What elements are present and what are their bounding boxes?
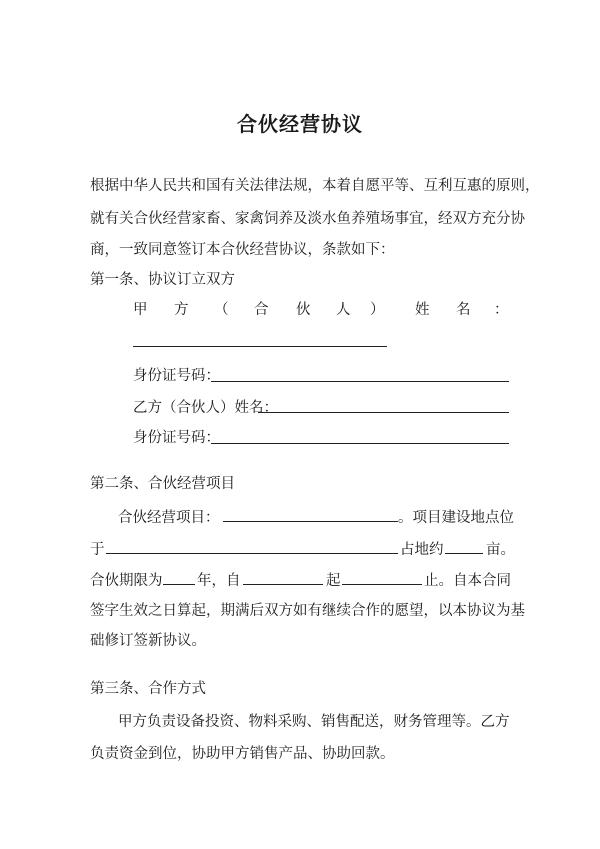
project-name-blank[interactable] xyxy=(223,521,398,522)
term-label: 合伙期限为 xyxy=(90,573,163,589)
party-a-char: 人 xyxy=(336,302,351,318)
term-unit-from: 年，自 xyxy=(197,573,241,589)
location-text: 。项目建设地点位 xyxy=(398,510,514,526)
party-a-char: ： xyxy=(494,302,509,318)
party-b-name-row xyxy=(133,398,278,418)
party-b-id-blank[interactable] xyxy=(211,443,509,444)
location-prefix: 于 xyxy=(90,542,105,558)
party-b-id-row xyxy=(133,428,220,448)
term-from-to: 起 xyxy=(326,573,341,589)
party-a-char: 合 xyxy=(254,302,269,318)
article-3-line-1: 甲方负责设备投资、物料采购、销售配送，财务管理等。乙方 xyxy=(118,714,510,730)
article-3-line-2: 负责资金到位，协助甲方销售产品、协助回款。 xyxy=(90,746,395,762)
document-title: 合伙经营协议 xyxy=(237,112,363,136)
party-a-char: 伙 xyxy=(296,302,311,318)
preamble-line-1: 根据中华人民共和国有关法律法规，本着自愿平等、互利互惠的原则， xyxy=(90,178,540,194)
party-b-name-blank[interactable] xyxy=(258,412,509,413)
party-a-id-blank[interactable] xyxy=(211,381,509,382)
preamble-line-3: 商，一致同意签订本合伙经营协议，条款如下： xyxy=(90,242,395,258)
area-unit: 亩。 xyxy=(486,542,515,558)
party-a-id-row xyxy=(133,366,220,386)
preamble-line-2: 就有关合伙经营家畜、家禽饲养及淡水鱼养殖场事宜，经双方充分协 xyxy=(90,211,525,227)
party-a-char: 姓 xyxy=(415,302,430,318)
term-end-text: 止。自本合同 xyxy=(424,573,511,589)
party-a-char: 方 xyxy=(174,302,189,318)
article-2-heading: 第二条、合伙经营项目 xyxy=(90,476,235,492)
location-blank[interactable] xyxy=(106,553,398,554)
party-a-name-blank[interactable] xyxy=(133,346,387,347)
party-b-name-label: 乙方（合伙人）姓名： xyxy=(133,400,278,416)
term-start-blank[interactable] xyxy=(243,584,323,585)
term-end-blank[interactable] xyxy=(342,584,422,585)
party-a-char: （ xyxy=(214,302,229,318)
party-a-char: 名 xyxy=(456,302,471,318)
party-a-char: 甲 xyxy=(133,302,148,318)
party-a-name-label xyxy=(0,300,600,320)
renewal-line-1: 签字生效之日算起，期满后双方如有继续合作的愿望，以本协议为基 xyxy=(90,603,525,619)
project-label: 合伙经营项目： xyxy=(118,510,220,526)
party-a-char: ） xyxy=(370,302,385,318)
article-3-heading: 第三条、合作方式 xyxy=(90,681,206,697)
article-1-heading: 第一条、协议订立双方 xyxy=(90,272,235,288)
area-text: 占地约 xyxy=(400,542,444,558)
renewal-line-2: 础修订签新协议。 xyxy=(90,633,206,649)
party-b-id-label: 身份证号码： xyxy=(133,430,220,446)
area-blank[interactable] xyxy=(445,553,483,554)
term-years-blank[interactable] xyxy=(163,584,195,585)
party-a-id-label: 身份证号码： xyxy=(133,368,220,384)
